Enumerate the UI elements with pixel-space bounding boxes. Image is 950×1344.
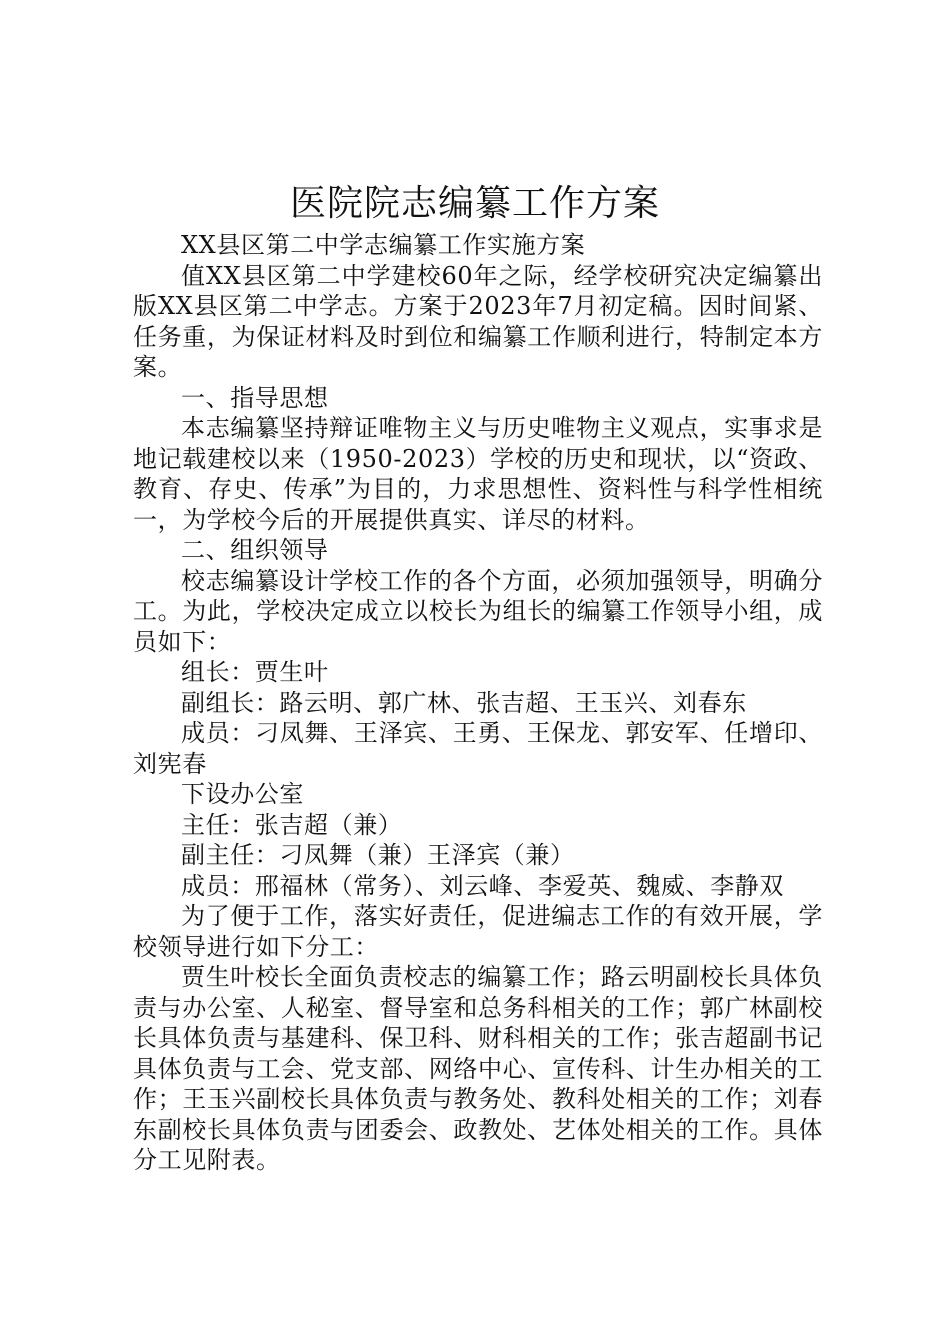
document-body xyxy=(133,230,823,1176)
paragraph-office-director: 主任：张吉超（兼） xyxy=(181,810,403,839)
page-title: 医院院志编纂工作方案 xyxy=(289,183,660,224)
paragraph-division-intro: 为了便于工作，落实好责任，促进编志工作的有效开展，学校领导进行如下分工： xyxy=(133,902,823,961)
paragraph-division-detail: 贾生叶校长全面负责校志的编纂工作；路云明副校长具体负责与办公室、人秘室、督导室和总务科相关的工作；郭广林副校长具体负责与基建科、保卫科、财科相关的工作；张吉超副书记具体负责与工会、党支部、网络中心、宣传科、计生办相关的工作；王玉兴副校长具体负责与教务处、教科处相关的工作；刘春东副校长具体负责与团委会、政教处、艺体处相关的工作。具体分工见附表。 xyxy=(133,963,823,1174)
section-heading-guiding-thought: 一、指导思想 xyxy=(181,383,329,412)
paragraph-office: 下设办公室 xyxy=(181,780,304,808)
paragraph-office-deputy-director: 副主任：刁凤舞（兼）王泽宾（兼） xyxy=(181,841,575,869)
paragraph-intro: 值XX县区第二中学建校60年之际，经学校研究决定编纂出版XX县区第二中学志。方案于2023年7月初定稿。因时间紧、任务重，为保证材料及时到位和编纂工作顺利进行，特制定本方案。 xyxy=(133,261,823,381)
paragraph-members: 成员：刁凤舞、王泽宾、王勇、王保龙、郭安军、任增印、刘宪春 xyxy=(133,719,823,778)
paragraph-office-members: 成员：邢福林（常务）、刘云峰、李爱英、魏威、李静双 xyxy=(181,871,784,900)
paragraph-group-leader: 组长：贾生叶 xyxy=(181,658,329,686)
paragraph-organization: 校志编纂设计学校工作的各个方面，必须加强领导，明确分工。为此，学校决定成立以校长为组长的编纂工作领导小组，成员如下： xyxy=(133,566,823,656)
paragraph-deputy-leaders: 副组长：路云明、郭广林、张吉超、王玉兴、刘春东 xyxy=(181,688,747,717)
paragraph-subtitle: XX县区第二中学志编纂工作实施方案 xyxy=(181,231,586,259)
paragraph-guiding-thought: 本志编纂坚持辩证唯物主义与历史唯物主义观点，实事求是地记载建校以来（1950-2023）学校的历史和现状，以“资政、教育、存史、传承”为目的，力求思想性、资料性与科学性相统一，为学校今后的开展提供真实、详尽的材料。 xyxy=(133,414,823,534)
section-heading-organization: 二、组织领导 xyxy=(181,536,329,564)
